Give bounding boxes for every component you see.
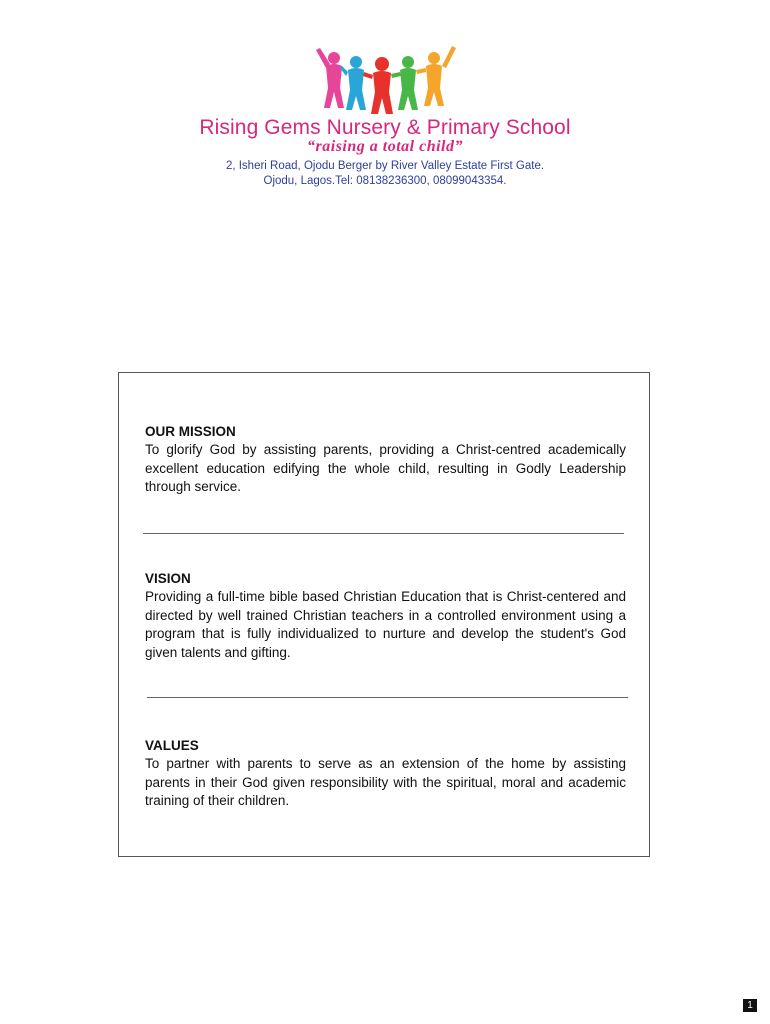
school-logo: [316, 44, 456, 116]
mission-title: OUR MISSION: [145, 424, 236, 439]
school-name: Rising Gems Nursery & Primary School: [199, 116, 571, 139]
section-divider: [143, 533, 624, 534]
values-title: VALUES: [145, 738, 199, 753]
mission-vision-values-box: [118, 372, 650, 857]
values-body: To partner with parents to serve as an extension of the home by assisting parents in their God given responsibility with the spiritual, moral and academic training of their children.: [145, 756, 626, 808]
page-number: 1: [743, 999, 757, 1012]
school-motto: “raising a total child”: [307, 138, 463, 155]
mission-section: [145, 423, 626, 497]
mission-body: To glorify God by assisting parents, providing a Christ-centred academically excellent education edifying the whole child, resulting in Godly Leadership through service.: [145, 442, 626, 494]
vision-body: Providing a full-time bible based Christian Education that is Christ-centered and directed by well trained Christian teachers in a controlled environment using a program that is fully individualized to nurture and develop the student's God given talents and gifting.: [145, 589, 626, 660]
address-line-1: 2, Isheri Road, Ojodu Berger by River Valley Estate First Gate.: [225, 160, 545, 172]
children-holding-hands-logo-icon: [316, 44, 456, 116]
vision-section: [145, 570, 626, 662]
values-section: [145, 737, 626, 811]
section-divider: [147, 697, 628, 698]
address-line-2: Ojodu, Lagos.Tel: 08138236300, 08099043354.: [263, 175, 507, 187]
vision-title: VISION: [145, 571, 191, 586]
